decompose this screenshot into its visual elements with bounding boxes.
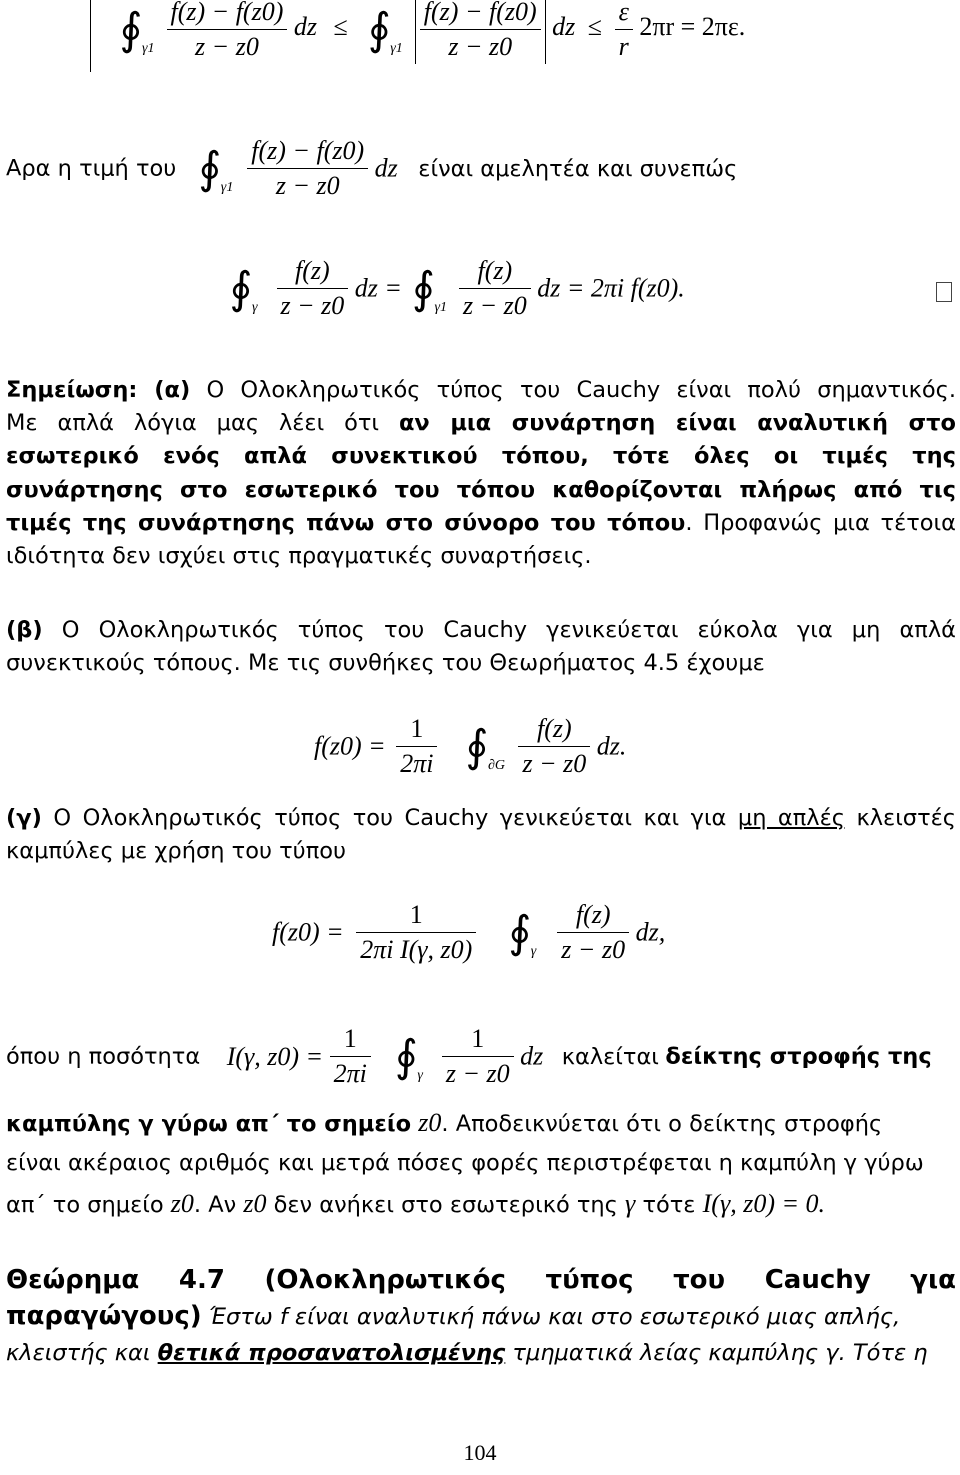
negligible-dz: dz xyxy=(374,153,398,183)
winding-line-4-z0b: z0 xyxy=(243,1189,267,1218)
eq1-dz: dz xyxy=(293,11,317,41)
winding-line-4-z0a: z0 xyxy=(170,1189,194,1218)
contour-integral-icon: ∮ γ1 xyxy=(119,3,155,56)
theorem-italic-2b: τμηματικά λείας καμπύλης γ. Τότε η xyxy=(505,1340,928,1366)
equation-multiply-connected xyxy=(314,712,626,781)
gamma-paragraph xyxy=(6,802,956,868)
beta-line-1: Ο Ολοκληρωτικός τύπος του Cauchy γενικεύεται εύκολα για μη απλά xyxy=(61,617,956,643)
eq2-denominator-1: z − z0 xyxy=(280,291,345,320)
eq3-frac-den: 2πi xyxy=(400,749,434,778)
winding-line-4-eq: I(γ, z0) = 0. xyxy=(702,1189,826,1218)
note-line-3: συνάρτησης στο εσωτερικό του τόπου καθορίζονται πλήρως από τις xyxy=(6,476,956,503)
eq4-denominator: z − z0 xyxy=(561,935,626,964)
contour-integral-icon: ∮ γ xyxy=(229,263,258,315)
eq3-numerator: f(z) xyxy=(518,712,590,747)
note-paragraph xyxy=(6,374,956,573)
eq4-frac-den: 2πi I(γ, z0) xyxy=(360,935,473,964)
contour-integral-icon: ∮ γ1 xyxy=(198,143,234,195)
eq1-le: ≤ xyxy=(333,11,348,41)
eq2-tail: dz = 2πi f(z0). xyxy=(537,273,685,303)
winding-line-3: είναι ακέραιος αριθμός και μετρά πόσες φορές περιστρέφεται η καμπύλη γ γύρω xyxy=(6,1150,924,1176)
theorem-italic-2u: θετικά προσανατολισμένης xyxy=(157,1340,506,1366)
page-number: 104 xyxy=(463,1440,497,1465)
eq1-lhs-numerator: f(z) − f(z0) xyxy=(167,0,288,30)
end-of-proof-icon xyxy=(936,282,952,302)
gamma-line-1a: Ο Ολοκληρωτικός τύπος του Cauchy γενικεύεται και για xyxy=(53,805,738,831)
eq1-lhs-denominator: z − z0 xyxy=(195,31,259,61)
theorem-italic-1: Έστω f είναι αναλυτική πάνω και στο εσωτερικό μιας απλής, xyxy=(201,1304,901,1330)
gamma-label: (γ) xyxy=(6,805,42,831)
eq4-tail: dz, xyxy=(635,917,666,947)
winding-line-4a: απ΄ το σημείο xyxy=(6,1192,164,1218)
eq1-r: r xyxy=(618,31,629,61)
contour-integral-icon: ∮ γ1 xyxy=(367,3,403,56)
equation-general-closed-curve xyxy=(272,898,665,967)
eq1-dz2: dz xyxy=(552,11,576,41)
note-line-1b: αν μια συνάρτηση είναι αναλυτική στο xyxy=(398,410,956,437)
eq1-rhs-denominator: z − z0 xyxy=(448,31,513,61)
equation-estimate: ∮ γ1 $\frac{f(z) - f(z0)}{z - z0}$ dz ≤ ∮ γ1 $\frac{f(z) - f(z0)}{z - z0}$ dz ≤ $\frac{\varepsilon}{r}$ 2πr = 2πε. xyxy=(90,0,745,72)
index-bold: δείκτης στροφής της xyxy=(665,1043,932,1070)
eq2-mid: dz = xyxy=(354,273,402,303)
index-frac-num: 1 xyxy=(330,1022,371,1057)
beta-label: (β) xyxy=(6,617,43,643)
winding-line-2-rest: . Αποδεικνύεται ότι ο δείκτης στροφής xyxy=(441,1111,883,1137)
winding-line-4c: δεν ανήκει στο εσωτερικό της xyxy=(273,1192,618,1218)
negligible-prefix: Αρα η τιμή του xyxy=(6,155,177,182)
note-heading: Σημείωση: (α) xyxy=(6,377,191,403)
eq2-numerator-1: f(z) xyxy=(277,254,349,289)
winding-line-4 xyxy=(6,1187,825,1223)
negligible-line xyxy=(6,134,737,203)
theorem-paragraph xyxy=(6,1262,956,1371)
eq4-frac-num: 1 xyxy=(356,898,476,933)
note-line-5: ιδιότητα δεν ισχύει στις πραγματικές συναρτήσεις. xyxy=(6,543,592,570)
note-line-2: εσωτερικό ενός απλά συνεκτικού τόπου, τότε όλες οι τιμές της xyxy=(6,443,956,470)
winding-line-4d: τότε xyxy=(642,1192,696,1218)
note-line-0: Ο Ολοκληρωτικός τύπος του Cauchy είναι πολύ σημαντικός. xyxy=(206,377,956,403)
contour-integral-icon: ∮ ∂G xyxy=(465,721,505,773)
winding-number-definition xyxy=(6,1022,932,1091)
equation-cauchy-result xyxy=(226,254,685,323)
theorem-heading: Θεώρημα 4.7 (Ολοκληρωτικός τύπος του Cauchy για xyxy=(6,1265,956,1295)
beta-paragraph xyxy=(6,614,956,680)
gamma-line-1u: μη απλές xyxy=(737,805,845,831)
eq3-tail: dz. xyxy=(596,731,627,761)
winding-line-2-bold: καμπύλης γ γύρω απ΄ το σημείο xyxy=(6,1111,412,1137)
index-frac-den: 2πi xyxy=(333,1059,367,1088)
note-line-4a: τιμές της συνάρτησης πάνω στο σύνορο του τόπου xyxy=(6,509,686,536)
gamma-line-1b: κλειστές xyxy=(844,805,956,831)
negligible-denominator: z − z0 xyxy=(275,171,340,200)
contour-integral-icon: ∮ γ xyxy=(508,907,537,959)
index-dz: dz xyxy=(520,1041,544,1071)
gamma-line-2: καμπύλες με χρήση του τύπου xyxy=(6,838,347,865)
eq3-lhs: f(z0) = xyxy=(314,731,386,761)
index-lhs: I(γ, z0) = xyxy=(226,1041,324,1071)
theorem-heading-2: παραγώγους) xyxy=(6,1301,202,1331)
eq1-rhs-numerator: f(z) − f(z0) xyxy=(420,0,541,30)
eq2-numerator-2: f(z) xyxy=(459,254,531,289)
index-mid: καλείται xyxy=(561,1043,659,1070)
negligible-suffix: είναι αμελητέα και συνεπώς xyxy=(418,155,738,182)
contour-integral-icon: ∮ γ1 xyxy=(411,263,447,315)
winding-line-4-gamma: γ xyxy=(625,1189,636,1218)
eq2-denominator-2: z − z0 xyxy=(462,291,527,320)
eq1-eps: ε xyxy=(615,0,633,30)
eq3-denominator: z − z0 xyxy=(522,749,587,778)
winding-line-2 xyxy=(6,1106,882,1142)
eq4-numerator: f(z) xyxy=(557,898,629,933)
winding-line-4b: . Αν xyxy=(193,1192,237,1218)
eq4-lhs: f(z0) = xyxy=(272,917,344,947)
beta-line-2: συνεκτικούς τόπους. Με τις συνθήκες του Θεωρήματος 4.5 έχουμε xyxy=(6,650,765,677)
index-denominator: z − z0 xyxy=(445,1059,510,1088)
contour-integral-icon: ∮ γ xyxy=(394,1031,423,1083)
theorem-italic-2a: κλειστής και xyxy=(6,1340,158,1366)
eq1-tail: 2πr = 2πε. xyxy=(639,11,746,41)
index-numerator: 1 xyxy=(442,1022,514,1057)
winding-line-2-z0: z0 xyxy=(418,1108,442,1137)
note-line-4b: . Προφανώς μια τέτοια xyxy=(685,509,957,536)
index-prefix: όπου η ποσότητα xyxy=(6,1043,201,1070)
eq3-frac-num: 1 xyxy=(396,712,437,747)
note-line-1a: Με απλά λόγια μας λέει ότι xyxy=(6,410,399,437)
negligible-numerator: f(z) − f(z0) xyxy=(247,134,368,169)
